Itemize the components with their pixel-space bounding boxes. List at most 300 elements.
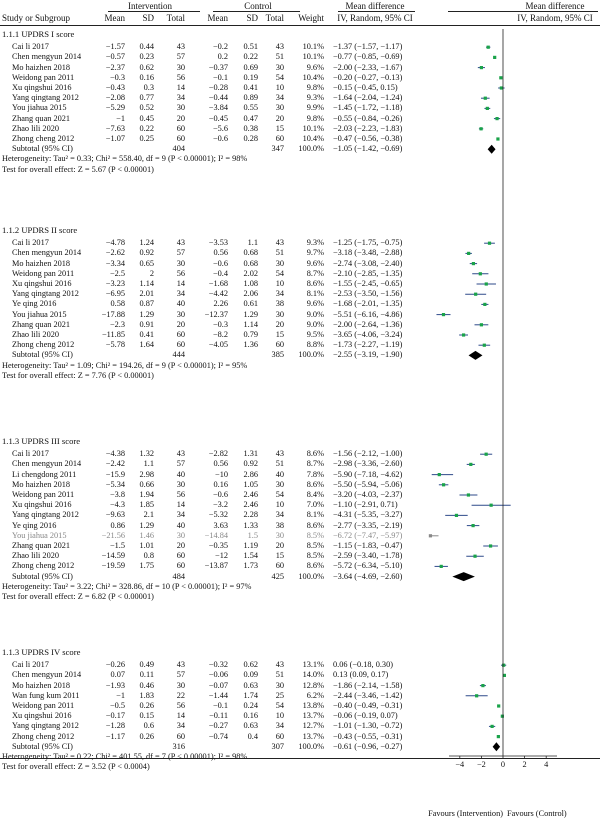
- subtotal-weight: 100.0%: [298, 144, 324, 154]
- subtotal-weight: 100.0%: [298, 741, 324, 751]
- intervention-mean: −14.59: [101, 551, 125, 561]
- study-weight: 9.6%: [306, 299, 324, 309]
- study-weight: 9.7%: [306, 248, 324, 258]
- intervention-sd: 1.29: [139, 309, 154, 319]
- point-estimate: [499, 76, 502, 79]
- control-total: 30: [275, 680, 284, 690]
- intervention-total: 30: [176, 479, 185, 489]
- subtotal-ci: −0.61 (−0.96, −0.27): [333, 741, 403, 751]
- subtotal-control-total: 347: [271, 144, 284, 154]
- study-name: Mo haizhen 2018: [12, 62, 71, 72]
- point-estimate: [502, 664, 505, 667]
- intervention-sd: 0.22: [139, 123, 154, 133]
- control-total: 54: [275, 490, 284, 499]
- control-sd: 0.69: [243, 62, 258, 72]
- heterogeneity-text: Heterogeneity: Tau² = 1.09; Chi² = 194.26, df = 9 (P < 0.00001); I² = 95%: [2, 360, 248, 370]
- study-ci: −2.74 (−3.08, −2.40): [333, 258, 403, 268]
- study-weight: 8.5%: [306, 551, 324, 561]
- control-total: 10: [275, 83, 284, 92]
- study-name: Weidong pan 2011: [12, 701, 75, 710]
- subtotal-diamond: [469, 351, 483, 360]
- study-weight: 10.1%: [302, 52, 324, 62]
- study-ci: −6.72 (−7.47, −5.97): [333, 530, 403, 540]
- section-title: 1.1.3 UPDRS IV score: [2, 647, 81, 657]
- intervention-total: 22: [176, 690, 185, 700]
- control-total: 54: [275, 701, 284, 710]
- control-total: 30: [275, 103, 284, 113]
- intervention-sd: 0.3: [143, 83, 154, 92]
- intervention-sd: 0.46: [139, 680, 154, 690]
- study-ci: −2.98 (−3.36, −2.60): [333, 459, 403, 469]
- study-name: Zhang quan 2021: [12, 541, 71, 550]
- intervention-mean: −1.93: [105, 680, 125, 690]
- control-sd: 0.89: [243, 93, 258, 103]
- control-sd: 0.68: [243, 258, 258, 268]
- intervention-total: 60: [176, 134, 185, 143]
- control-total: 43: [275, 660, 284, 670]
- header-intervention: Intervention: [128, 1, 172, 11]
- point-estimate: [467, 252, 470, 255]
- control-mean: −12: [215, 551, 228, 561]
- x-tick-label: 4: [544, 760, 549, 769]
- study-ci: −2.59 (−3.40, −1.78): [333, 551, 403, 561]
- intervention-mean: −4.3: [109, 500, 125, 510]
- study-name: Cai li 2017: [12, 238, 49, 248]
- point-estimate: [472, 262, 475, 265]
- study-name: Cai li 2017: [12, 42, 49, 52]
- study-ci: −1.64 (−2.04, −1.24): [333, 93, 403, 103]
- subtotal-control-total: 425: [271, 571, 284, 581]
- control-total: 15: [275, 330, 284, 339]
- study-name: Yang qingtang 2012: [12, 721, 79, 731]
- control-mean: −3.84: [208, 103, 228, 113]
- control-mean: −13.87: [204, 561, 228, 571]
- control-sd: 1.05: [243, 479, 258, 489]
- point-estimate: [475, 694, 478, 697]
- intervention-mean: −19.59: [101, 561, 125, 571]
- intervention-mean: −0.17: [105, 711, 125, 721]
- control-mean: −5.32: [208, 510, 228, 520]
- subtotal-intervention-total: 404: [172, 144, 185, 154]
- intervention-mean: −0.26: [105, 660, 125, 670]
- intervention-mean: −1: [116, 690, 125, 700]
- intervention-sd: 0.26: [139, 731, 154, 741]
- study-ci: 0.13 (0.09, 0.17): [333, 670, 389, 680]
- point-estimate: [500, 86, 503, 89]
- study-ci: −5.51 (−6.16, −4.86): [333, 309, 403, 319]
- study-name: Weidong pan 2011: [12, 72, 75, 82]
- control-total: 60: [275, 731, 284, 741]
- study-weight: 8.6%: [306, 520, 324, 530]
- control-mean: −0.6: [212, 490, 228, 499]
- study-weight: 8.4%: [306, 490, 324, 499]
- intervention-sd: 0.49: [139, 660, 154, 670]
- study-weight: 12.7%: [302, 721, 324, 731]
- point-estimate: [471, 524, 474, 527]
- intervention-total: 34: [176, 93, 185, 103]
- subtotal-label: Subtotal (95% CI): [12, 350, 73, 360]
- intervention-sd: 1.29: [139, 520, 154, 530]
- intervention-sd: 1.01: [139, 541, 154, 550]
- intervention-mean: −17.88: [101, 309, 125, 319]
- control-sd: 0.62: [243, 660, 258, 670]
- intervention-sd: 1.32: [139, 449, 154, 459]
- control-mean: −0.1: [212, 701, 228, 710]
- control-total: 20: [275, 541, 284, 550]
- intervention-mean: −1: [116, 113, 125, 123]
- study-ci: −0.55 (−0.84, −0.26): [333, 113, 403, 123]
- control-total: 10: [275, 500, 284, 510]
- study-ci: −1.37 (−1.57, −1.17): [333, 42, 403, 52]
- intervention-mean: −0.3: [109, 72, 125, 82]
- control-mean: −0.32: [208, 660, 228, 670]
- heterogeneity-text: Heterogeneity: Tau² = 0.33; Chi² = 558.40, df = 9 (P < 0.00001); I² = 98%: [2, 154, 248, 164]
- control-sd: 0.09: [243, 670, 258, 680]
- header-study: Study or Subgroup: [2, 13, 71, 23]
- control-sd: 0.79: [243, 330, 258, 339]
- subtotal-ci: −1.05 (−1.42, −0.69): [333, 144, 403, 154]
- study-name: You jiahua 2015: [12, 530, 67, 540]
- intervention-total: 57: [176, 248, 185, 258]
- study-name: Mo haizhen 2018: [12, 680, 71, 690]
- study-ci: −1.10 (−2.91, 0.71): [333, 500, 398, 510]
- study-weight: 6.2%: [306, 690, 324, 700]
- intervention-total: 57: [176, 459, 185, 469]
- intervention-total: 30: [176, 530, 185, 540]
- control-mean: −0.35: [208, 541, 228, 550]
- study-name: Wan fung kum 2011: [12, 690, 80, 700]
- study-name: Cai li 2017: [12, 660, 49, 670]
- control-sd: 1.19: [243, 541, 258, 550]
- intervention-sd: 1.1: [143, 459, 154, 469]
- intervention-total: 40: [176, 520, 185, 530]
- intervention-mean: −2.37: [105, 62, 125, 72]
- study-name: Zhao lili 2020: [12, 123, 60, 133]
- subtotal-intervention-total: 444: [172, 350, 185, 360]
- control-mean: −3.2: [212, 500, 228, 510]
- point-estimate: [440, 565, 443, 568]
- study-ci: −3.20 (−4.03, −2.37): [333, 490, 403, 499]
- control-sd: 1.1: [247, 238, 258, 248]
- study-name: Xu qingshui 2016: [12, 279, 72, 288]
- control-mean: −0.6: [212, 134, 228, 143]
- intervention-mean: −1.17: [105, 731, 125, 741]
- intervention-sd: 0.41: [139, 330, 154, 339]
- intervention-mean: −3.34: [105, 258, 125, 268]
- intervention-mean: −0.5: [109, 701, 125, 710]
- intervention-mean: −1.5: [109, 541, 125, 550]
- control-mean: 0.56: [213, 459, 228, 469]
- intervention-total: 20: [176, 541, 185, 550]
- control-total: 40: [275, 469, 284, 479]
- subtotal-label: Subtotal (95% CI): [12, 741, 73, 751]
- control-mean: −0.3: [212, 319, 228, 329]
- study-weight: 8.5%: [306, 530, 324, 540]
- intervention-total: 30: [176, 680, 185, 690]
- intervention-mean: −4.78: [105, 238, 125, 248]
- intervention-mean: −3.23: [105, 279, 125, 288]
- study-weight: 8.8%: [306, 340, 324, 350]
- point-estimate: [488, 242, 491, 245]
- intervention-total: 40: [176, 299, 185, 309]
- study-weight: 13.8%: [302, 701, 324, 710]
- study-name: Yang qingtang 2012: [12, 93, 79, 103]
- control-sd: 0.19: [243, 72, 258, 82]
- control-sd: 2.46: [243, 500, 258, 510]
- control-sd: 0.38: [243, 123, 258, 133]
- intervention-total: 60: [176, 561, 185, 571]
- intervention-mean: −5.34: [105, 479, 125, 489]
- intervention-sd: 0.65: [139, 258, 154, 268]
- point-estimate: [497, 704, 500, 707]
- intervention-total: 43: [176, 238, 185, 248]
- point-estimate: [480, 66, 483, 69]
- study-weight: 10.1%: [302, 123, 324, 133]
- control-mean: 2.26: [213, 299, 228, 309]
- study-weight: 13.7%: [302, 731, 324, 741]
- control-sd: 0.41: [243, 83, 258, 92]
- control-sd: 1.74: [243, 690, 258, 700]
- study-name: Zhong cheng 2012: [12, 731, 75, 741]
- subtotal-intervention-total: 316: [172, 741, 185, 751]
- control-mean: −0.45: [208, 113, 228, 123]
- intervention-total: 57: [176, 670, 185, 680]
- intervention-sd: 0.26: [139, 701, 154, 710]
- intervention-total: 60: [176, 330, 185, 339]
- control-mean: −0.27: [208, 721, 228, 731]
- control-mean: −8.2: [212, 330, 228, 339]
- intervention-sd: 2: [149, 268, 154, 278]
- study-weight: 13.7%: [302, 711, 324, 721]
- study-weight: 10.4%: [302, 72, 324, 82]
- study-weight: 8.1%: [306, 510, 324, 520]
- control-mean: −0.6: [212, 258, 228, 268]
- intervention-mean: −2.3: [109, 319, 125, 329]
- intervention-total: 56: [176, 268, 185, 278]
- point-estimate: [484, 97, 487, 100]
- subtotal-diamond: [493, 742, 500, 751]
- point-estimate: [481, 684, 484, 687]
- subtotal-label: Subtotal (95% CI): [12, 571, 73, 581]
- control-total: 34: [275, 510, 284, 520]
- study-ci: −1.68 (−2.01, −1.35): [333, 299, 403, 309]
- control-total: 51: [275, 248, 284, 258]
- intervention-total: 43: [176, 660, 185, 670]
- intervention-total: 20: [176, 319, 185, 329]
- intervention-total: 14: [176, 279, 185, 288]
- study-ci: −4.31 (−5.35, −3.27): [333, 510, 403, 520]
- control-sd: 1.33: [243, 520, 258, 530]
- x-tick-label: −2: [476, 760, 486, 769]
- study-weight: 9.9%: [306, 103, 324, 113]
- control-total: 30: [275, 309, 284, 319]
- control-total: 30: [275, 530, 284, 540]
- control-sd: 0.63: [243, 721, 258, 731]
- control-sd: 1.54: [243, 551, 258, 561]
- control-total: 30: [275, 258, 284, 268]
- point-estimate: [496, 137, 499, 140]
- control-sd: 1.29: [243, 309, 258, 319]
- point-estimate: [485, 453, 488, 456]
- intervention-mean: −6.95: [105, 289, 125, 299]
- control-mean: −12.37: [204, 309, 228, 319]
- study-ci: −1.15 (−1.83, −0.47): [333, 541, 403, 550]
- control-sd: 0.16: [243, 711, 258, 721]
- study-ci: −2.10 (−2.85, −1.35): [333, 268, 403, 278]
- point-estimate: [501, 715, 504, 718]
- study-ci: −2.77 (−3.35, −2.19): [333, 520, 403, 530]
- point-estimate: [497, 735, 500, 738]
- study-name: Mo haizhen 2018: [12, 479, 71, 489]
- control-sd: 0.55: [243, 103, 258, 113]
- header-total-1: Total: [166, 13, 185, 23]
- intervention-sd: 0.23: [139, 52, 154, 62]
- intervention-total: 34: [176, 510, 185, 520]
- study-weight: 9.6%: [306, 258, 324, 268]
- intervention-sd: 1.46: [139, 530, 154, 540]
- point-estimate: [490, 504, 493, 507]
- study-weight: 9.0%: [306, 319, 324, 329]
- point-estimate: [487, 46, 490, 49]
- control-total: 20: [275, 113, 284, 123]
- study-ci: 0.06 (−0.18, 0.30): [333, 660, 393, 670]
- control-mean: −4.42: [208, 289, 228, 299]
- control-total: 15: [275, 551, 284, 561]
- control-mean: −14.84: [204, 530, 228, 540]
- intervention-sd: 0.25: [139, 134, 154, 143]
- study-ci: −2.44 (−3.46, −1.42): [333, 690, 403, 700]
- control-sd: 0.63: [243, 680, 258, 690]
- point-estimate: [493, 56, 496, 59]
- control-sd: 2.02: [243, 268, 258, 278]
- control-mean: 3.63: [213, 520, 228, 530]
- intervention-total: 34: [176, 289, 185, 299]
- control-total: 51: [275, 52, 284, 62]
- header-plot: Mean difference: [525, 1, 585, 11]
- point-estimate: [467, 493, 470, 496]
- point-estimate: [462, 333, 465, 336]
- point-estimate: [469, 463, 472, 466]
- control-sd: 0.28: [243, 134, 258, 143]
- intervention-total: 60: [176, 123, 185, 133]
- control-total: 43: [275, 449, 284, 459]
- intervention-mean: 0.58: [110, 299, 125, 309]
- control-mean: −4.05: [208, 340, 228, 350]
- study-weight: 8.6%: [306, 479, 324, 489]
- study-weight: 7.0%: [306, 500, 324, 510]
- subtotal-control-total: 385: [271, 350, 284, 360]
- intervention-sd: 0.11: [139, 670, 154, 680]
- study-name: Zhao lili 2020: [12, 330, 60, 339]
- intervention-total: 56: [176, 72, 185, 82]
- point-estimate: [474, 293, 477, 296]
- x-label-left: Favours (Intervention): [428, 809, 503, 818]
- intervention-mean: −9.63: [105, 510, 125, 520]
- subtotal-weight: 100.0%: [298, 571, 324, 581]
- control-sd: 0.47: [243, 113, 258, 123]
- control-total: 38: [275, 299, 284, 309]
- x-tick-label: 0: [500, 760, 506, 769]
- intervention-sd: 0.92: [139, 248, 154, 258]
- control-sd: 1.36: [243, 340, 258, 350]
- point-estimate: [455, 514, 458, 517]
- control-mean: −1.44: [208, 690, 228, 700]
- study-name: You jiahua 2015: [12, 103, 67, 113]
- x-label-right: Favours (Control): [507, 809, 567, 818]
- control-mean: −0.44: [208, 93, 228, 103]
- point-estimate: [490, 725, 493, 728]
- control-total: 54: [275, 72, 284, 82]
- intervention-total: 43: [176, 449, 185, 459]
- intervention-total: 56: [176, 701, 185, 710]
- study-weight: 14.0%: [302, 670, 324, 680]
- study-weight: 7.8%: [306, 469, 324, 479]
- intervention-mean: −11.85: [101, 330, 125, 339]
- control-sd: 2.46: [243, 490, 258, 499]
- intervention-mean: −7.63: [105, 123, 125, 133]
- study-ci: −2.00 (−2.33, −1.67): [333, 62, 403, 72]
- control-mean: −1.68: [208, 279, 228, 288]
- study-name: Xu qingshui 2016: [12, 500, 72, 510]
- control-sd: 0.92: [243, 459, 258, 469]
- control-total: 30: [275, 479, 284, 489]
- control-sd: 2.86: [243, 469, 258, 479]
- intervention-mean: −4.38: [105, 449, 125, 459]
- control-sd: 0.22: [243, 52, 258, 62]
- study-ci: −5.50 (−5.94, −5.06): [333, 479, 403, 489]
- study-weight: 13.1%: [302, 660, 324, 670]
- study-weight: 10.4%: [302, 134, 324, 143]
- control-total: 30: [275, 62, 284, 72]
- study-weight: 9.6%: [306, 62, 324, 72]
- control-total: 43: [275, 42, 284, 52]
- study-weight: 9.3%: [306, 238, 324, 248]
- intervention-total: 14: [176, 711, 185, 721]
- point-estimate: [442, 313, 445, 316]
- intervention-total: 14: [176, 83, 185, 92]
- intervention-sd: 1.75: [139, 561, 154, 571]
- control-mean: −0.1: [212, 72, 228, 82]
- intervention-sd: 0.66: [139, 479, 154, 489]
- heterogeneity-text: Heterogeneity: Tau² = 3.22; Chi² = 328.86, df = 10 (P < 0.00001); I² = 97%: [2, 581, 252, 591]
- intervention-sd: 0.16: [139, 72, 154, 82]
- study-name: Li chengdong 2011: [12, 469, 77, 479]
- intervention-sd: 1.14: [139, 279, 154, 288]
- study-weight: 9.8%: [306, 83, 324, 92]
- intervention-sd: 0.44: [139, 42, 154, 52]
- study-ci: −3.65 (−4.06, −3.24): [333, 330, 403, 339]
- study-name: Yang qingtang 2012: [12, 510, 79, 520]
- study-name: Chen mengyun 2014: [12, 459, 82, 469]
- x-tick-label: −4: [455, 760, 465, 769]
- study-weight: 9.5%: [306, 330, 324, 339]
- study-name: Mo haizhen 2018: [12, 258, 71, 268]
- control-mean: −10: [215, 469, 228, 479]
- point-estimate: [429, 534, 432, 537]
- section-title: 1.1.2 UPDRS II score: [2, 225, 78, 235]
- study-weight: 10.1%: [302, 42, 324, 52]
- study-ci: −0.40 (−0.49, −0.31): [333, 701, 403, 710]
- study-ci: −1.86 (−2.14, −1.58): [333, 680, 403, 690]
- intervention-total: 30: [176, 62, 185, 72]
- study-ci: −1.56 (−2.12, −1.00): [333, 449, 403, 459]
- control-total: 38: [275, 520, 284, 530]
- control-total: 10: [275, 711, 284, 721]
- study-ci: −0.20 (−0.27, −0.13): [333, 72, 403, 82]
- intervention-sd: 1.94: [139, 490, 154, 499]
- control-sd: 1.31: [243, 449, 258, 459]
- intervention-mean: −3.8: [109, 490, 125, 499]
